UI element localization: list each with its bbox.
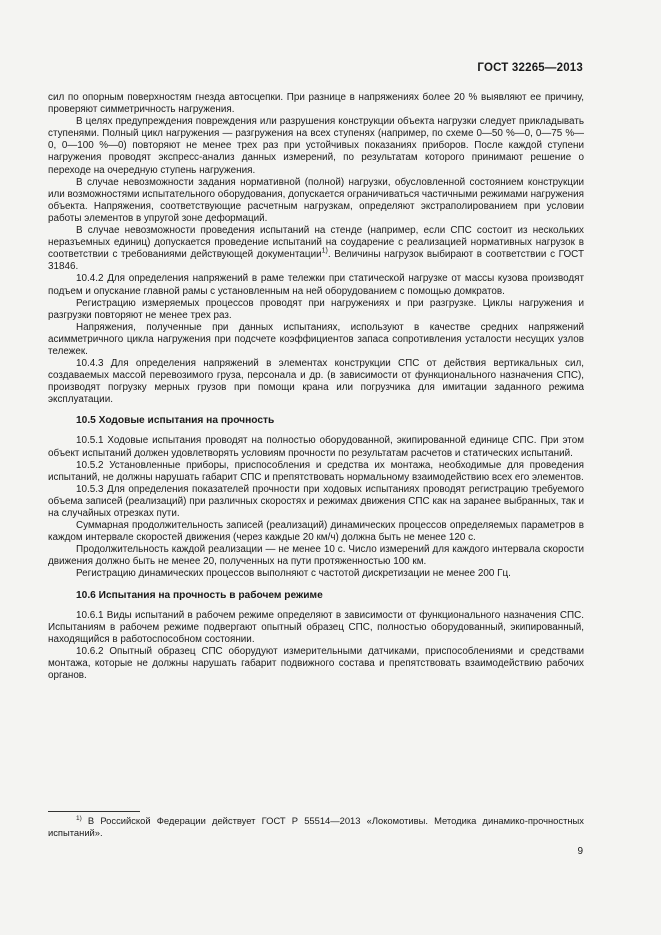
footnote-text: В Российской Федерации действует ГОСТ Р 55514—2013 «Локомотивы. Методика динамико-прочностных испытаний». (48, 815, 584, 838)
paragraph: В целях предупреждения повреждения или разрушения конструкции объекта нагрузки следует прикладывать ступенями. Полный цикл нагружения — разгружения на всех ступенях (например, по схеме 0—50 %—0, 0—75 %—0, 0—100 %—0) повторяют не менее трех раз при устойчивых показаниях приборов. После каждой ступени нагружения проводят экспресс-анализ данных измерений, по результатам которого принимают решение о переходе на очередную ступень нагружения. (48, 116, 584, 176)
standard-designation: ГОСТ 32265—2013 (477, 62, 583, 74)
paragraph: 10.5.3 Для определения показателей прочности при ходовых испытаниях проводят регистрацию требуемого объема записей (реализаций) при различных скоростях и режимах движения СПС как на заранее выбранных, так и на случайных отрезках пути. (48, 483, 584, 519)
page-number: 9 (577, 846, 583, 857)
paragraph-with-footnote (48, 225, 584, 273)
section-heading-10-5: 10.5 Ходовые испытания на прочность (76, 415, 275, 427)
footnote-mark: 1) (76, 814, 82, 822)
paragraph: 10.4.2 Для определения напряжений в раме тележки при статической нагрузке от массы кузова производят подъем и опускание главной рамы с установленным на ней оборудованием с помощью домкратов. (48, 273, 584, 297)
paragraph-text-tail: . Величины нагрузок выбирают в соответствии с ГОСТ 31846. (48, 249, 584, 273)
paragraph-text: В случае невозможности проведения испытаний на стенде (например, если СПС состоит из нескольких неразъемных единиц) допускается проведение испытаний на соударение с реализацией нормативных нагрузок в соответствии с требованиями действующей документации (48, 225, 584, 261)
paragraph: 10.6.1 Виды испытаний в рабочем режиме определяют в зависимости от функционального назначения СПС. Испытаниям в рабочем режиме подвергают опытный образец СПС, полностью оборудованный, экипированный, находящийся в работоспособном состоянии. (48, 609, 584, 645)
footnote-divider (48, 811, 140, 812)
main-text (48, 92, 584, 682)
footnote-reference[interactable]: 1) (321, 247, 328, 255)
paragraph: Напряжения, полученные при данных испытаниях, используют в качестве средних напряжений асимметричного цикла нагружения при подсчете коэффициентов запаса сопротивления усталости несущих узлов тележек. (48, 321, 584, 357)
paragraph: 10.4.3 Для определения напряжений в элементах конструкции СПС от действия вертикальных сил, создаваемых массой перевозимого груза, персонала и др. (в зависимости от функционального назначения СПС), производят погрузку мерных грузов при помощи крана или погрузчика для имитации заданного режима эксплуатации. (48, 358, 584, 406)
paragraph: Продолжительность каждой реализации — не менее 10 с. Число измерений для каждого интервала скорости движения должно быть не менее 20, полученных на пути протяженностью 100 км. (48, 544, 584, 568)
footnote (48, 815, 584, 839)
paragraph: Суммарная продолжительность записей (реализаций) динамических процессов определяемых параметров в каждом интервале скоростей движения (через каждые 20 км/ч) должна быть не менее 120 с. (48, 520, 584, 544)
paragraph: Регистрацию измеряемых процессов проводят при нагружениях и при разгрузке. Циклы нагружения и разгрузки повторяют не менее трех раз. (48, 297, 584, 321)
paragraph: сил по опорным поверхностям гнезда автосцепки. При разнице в напряжениях более 20 % выявляют ее причину, проверяют симметричность нагружения. (48, 92, 584, 116)
paragraph: 10.5.2 Установленные приборы, приспособления и средства их монтажа, необходимые для проведения испытаний, не должны нарушать габарит СПС и препятствовать нормальному взаимодействию всех его элементов. (48, 459, 584, 483)
paragraph: 10.6.2 Опытный образец СПС оборудуют измерительными датчиками, приспособлениями и средствами монтажа, которые не должны нарушать габарит подвижного состава и препятствовать взаимодействию рабочих органов. (48, 645, 584, 682)
paragraph: 10.5.1 Ходовые испытания проводят на полностью оборудованной, экипированной единице СПС. При этом объект испытаний должен удовлетворять условиям прочности по результатам расчетов и статических испытаний. (48, 435, 584, 459)
paragraph: Регистрацию динамических процессов выполняют с частотой дискретизации не менее 200 Гц. (76, 568, 511, 580)
section-heading-10-6: 10.6 Испытания на прочность в рабочем режиме (76, 589, 323, 601)
paragraph: В случае невозможности задания нормативной (полной) нагрузки, обусловленной состоянием конструкции или возможностями испытательного оборудования, допускается ограничиваться частичными режимами нагружения объекта. Напряжения, соответствующие расчетным нагрузкам, определяют экстраполированием при условии работы элементов в упругой зоне деформаций. (48, 176, 584, 224)
